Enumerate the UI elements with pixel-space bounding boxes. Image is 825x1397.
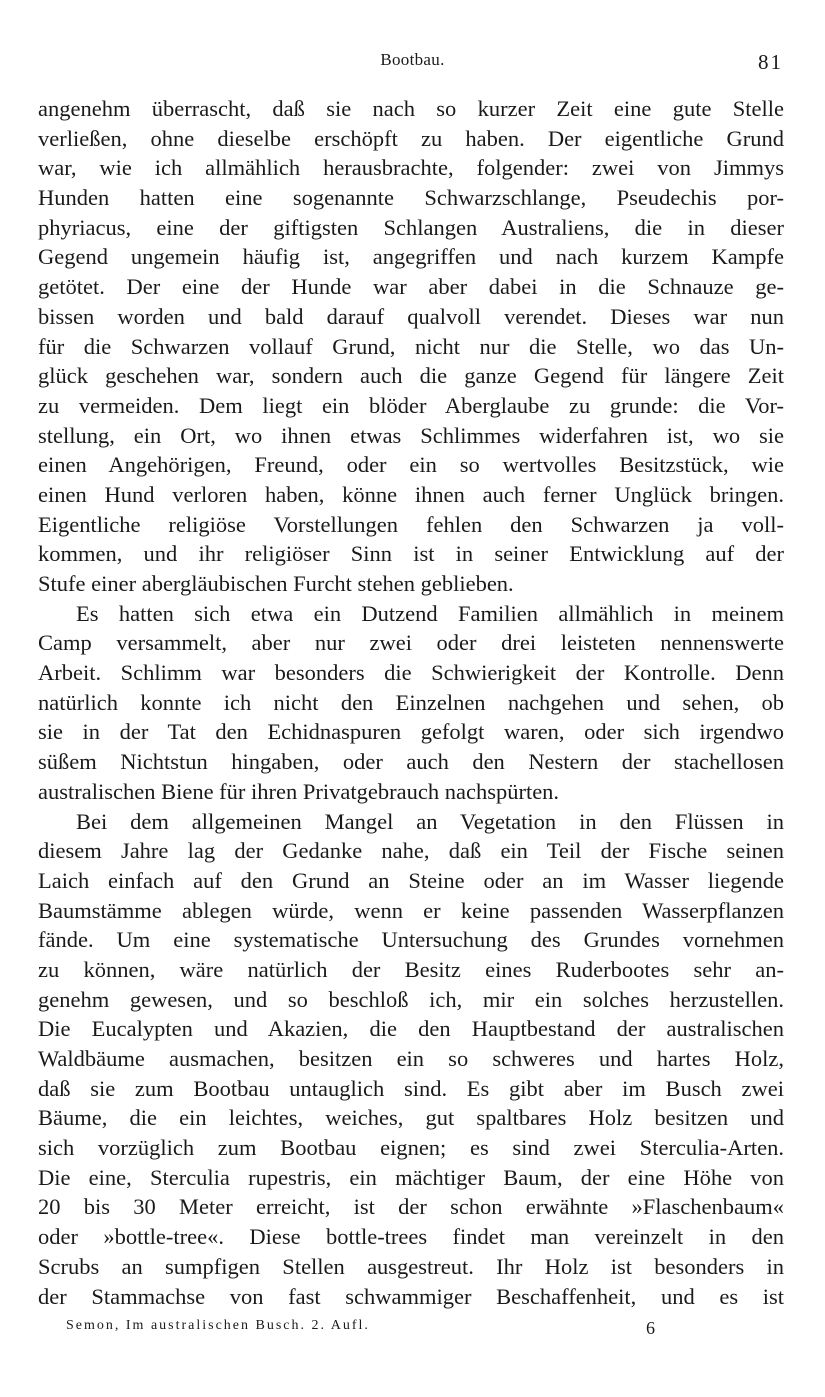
text-line: Stufe einer abergläubischen Furcht stehen geblieben.	[38, 571, 514, 596]
text-line: Bäume, die ein leichtes, weiches, gut spaltbares Holz besitzen und	[38, 1105, 784, 1131]
text-line: glück geschehen war, sondern auch die ganze Gegend für längere Zeit	[38, 363, 784, 389]
text-line: Baumstämme ablegen würde, wenn er keine passenden Wasserpflanzen	[38, 897, 784, 923]
text-line: natürlich konnte ich nicht den Einzelnen nachgehen und sehen, ob	[38, 689, 784, 715]
text-line: stellung, ein Ort, wo ihnen etwas Schlimmes widerfahren ist, wo sie	[38, 422, 784, 448]
text-line: 20 bis 30 Meter erreicht, ist der schon erwähnte »Flaschenbaum«	[38, 1194, 784, 1220]
footer-signature	[66, 1318, 766, 1334]
text-line: Camp versammelt, aber nur zwei oder drei leisteten nennenswerte	[38, 630, 784, 656]
text-line: genehm gewesen, und so beschloß ich, mir ein solches herzustellen.	[38, 986, 784, 1012]
text-line: süßem Nichtstun hingaben, oder auch den Nestern der stachellosen	[38, 749, 784, 775]
text-line: oder »bottle-tree«. Diese bottle-trees findet man vereinzelt in den	[38, 1224, 784, 1250]
text-line: Die eine, Sterculia rupestris, ein mächtiger Baum, der eine Höhe von	[38, 1164, 784, 1190]
text-line: einen Hund verloren haben, könne ihnen auch ferner Unglück bringen.	[38, 481, 784, 507]
text-line: der Stammachse von fast schwammiger Beschaffenheit, und es ist	[38, 1283, 784, 1309]
text-line: zu vermeiden. Dem liegt ein blöder Aberglaube zu grunde: die Vor-	[38, 392, 784, 418]
text-line: Eigentliche religiöse Vorstellungen fehlen den Schwarzen ja voll-	[38, 511, 784, 537]
text-line: Waldbäume ausmachen, besitzen ein so schweres und hartes Holz,	[38, 1046, 784, 1071]
text-line: sich vorzüglich zum Bootbau eignen; es sind zwei Sterculia-Arten.	[38, 1135, 784, 1161]
text-line: getötet. Der eine der Hunde war aber dabei in die Schnauze ge-	[38, 274, 784, 300]
footer-signature-text: Semon, Im australischen Busch. 2. Aufl.	[66, 1318, 370, 1333]
text-line: sie in der Tat den Echidnaspuren gefolgt waren, oder sich irgendwo	[38, 719, 784, 745]
running-header: Bootbau.	[380, 50, 445, 69]
text-line: Es hatten sich etwa ein Dutzend Familien allmählich in meinem	[76, 600, 784, 626]
text-line: war, wie ich allmählich herausbrachte, folgender: zwei von Jimmys	[38, 155, 784, 181]
text-line: phyriacus, eine der giftigsten Schlangen Australiens, die in dieser	[38, 214, 784, 240]
text-line: Scrubs an sumpfigen Stellen ausgestreut. Ihr Holz ist besonders in	[38, 1253, 784, 1279]
text-line: fände. Um eine systematische Untersuchung des Grundes vornehmen	[38, 927, 784, 953]
text-line: einen Angehörigen, Freund, oder ein so wertvolles Besitzstück, wie	[38, 452, 784, 478]
text-line: angenehm überrascht, daß sie nach so kurzer Zeit eine gute Stelle	[38, 96, 784, 121]
text-line: bissen worden und bald darauf qualvoll verendet. Dieses war nun	[38, 303, 784, 329]
sheet-number: 6	[646, 1318, 655, 1338]
text-line: Arbeit. Schlimm war besonders die Schwierigkeit der Kontrolle. Denn	[38, 660, 784, 686]
body-text	[38, 94, 784, 1311]
text-line: zu können, wäre natürlich der Besitz eines Ruderbootes sehr an-	[38, 956, 784, 982]
text-line: verließen, ohne dieselbe erschöpft zu haben. Der eigentliche Grund	[38, 125, 784, 151]
text-line: Bei dem allgemeinen Mangel an Vegetation in den Flüssen in	[76, 808, 784, 834]
text-line: kommen, und ihr religiöser Sinn ist in seiner Entwicklung auf der	[38, 541, 784, 567]
text-line: für die Schwarzen vollauf Grund, nicht nur die Stelle, wo das Un-	[38, 333, 784, 359]
text-line: daß sie zum Bootbau untauglich sind. Es gibt aber im Busch zwei	[38, 1075, 784, 1101]
text-line: Gegend ungemein häufig ist, angegriffen und nach kurzem Kampfe	[38, 244, 784, 270]
text-line: Laich einfach auf den Grund an Steine oder an im Wasser liegende	[38, 867, 784, 893]
text-line: australischen Biene für ihren Privatgebrauch nachspürten.	[38, 778, 560, 804]
page-number: 81	[758, 50, 783, 74]
text-line: Die Eucalypten und Akazien, die den Hauptbestand der australischen	[38, 1016, 784, 1042]
text-line: Hunden hatten eine sogenannte Schwarzschlange, Pseudechis por-	[38, 185, 784, 211]
text-line: diesem Jahre lag der Gedanke nahe, daß ein Teil der Fische seinen	[38, 838, 784, 864]
